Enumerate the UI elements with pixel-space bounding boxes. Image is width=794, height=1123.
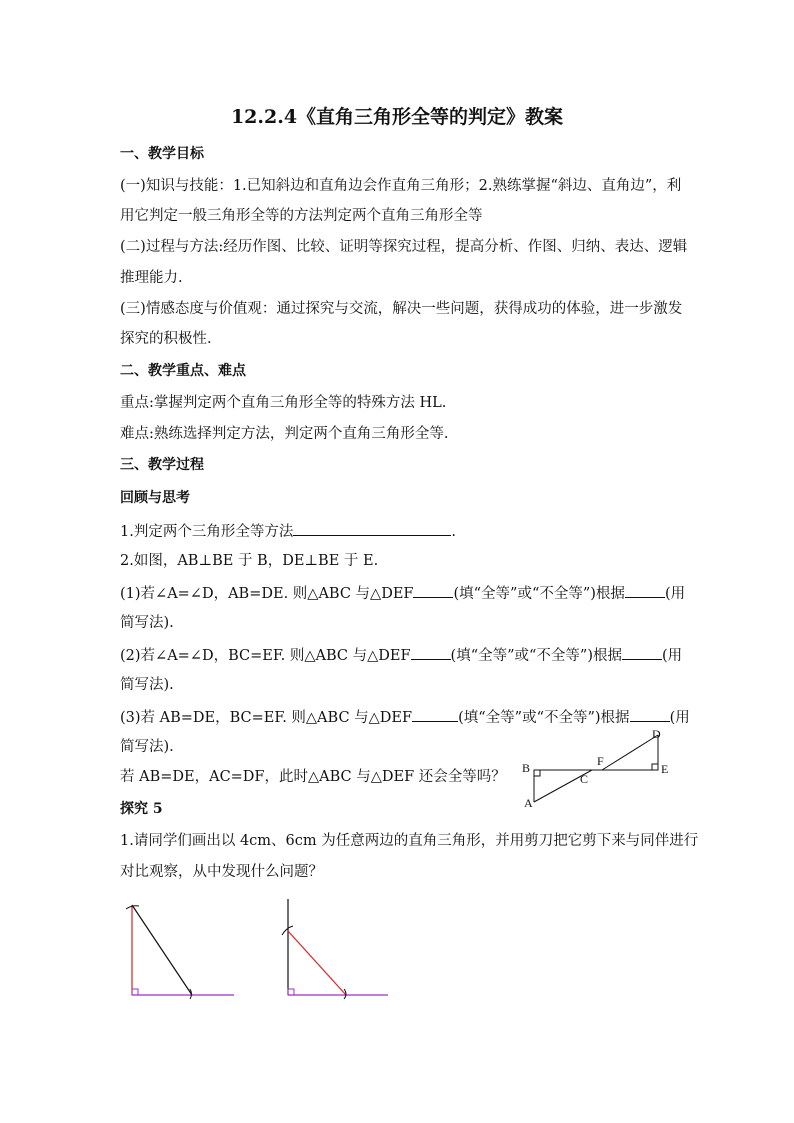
hypotenuse — [132, 905, 192, 995]
section-heading-objectives: 一、教学目标 — [120, 146, 204, 162]
subsection-heading-explore: 探究 5 — [120, 801, 163, 817]
answer-blank[interactable] — [411, 644, 451, 660]
paragraph-line: 简写法). — [120, 615, 174, 631]
question-2-part-3: (3)若 AB=DE，BC=EF. 则△ABC 与△DEF (填“全等”或“不全等”)根据 (用 — [120, 706, 680, 728]
label-f: F — [597, 754, 604, 768]
question-2-part-4: 若 AB=DE，AC=DF，此时△ABC 与△DEF 还会全等吗？ — [120, 769, 506, 785]
label-e: E — [661, 762, 669, 776]
right-angle-mark-b — [534, 770, 540, 776]
paragraph-line: 推理能力. — [120, 270, 183, 286]
question-text: 1.判定两个三角形全等方法 — [120, 524, 294, 540]
paragraph-line: (三)情感态度与价值观：通过探究与交流，解决一些问题，获得成功的体验，进一步激发 — [120, 301, 683, 317]
answer-blank[interactable] — [412, 706, 458, 722]
segment-df — [602, 735, 658, 770]
right-angle-mark — [288, 989, 294, 995]
construction-figure-2 — [276, 895, 396, 1005]
paragraph-line: 简写法). — [120, 739, 174, 755]
answer-blank[interactable] — [622, 644, 662, 660]
paragraph-line: 对比观察，从中发现什么问题？ — [120, 864, 323, 880]
question-2-part-2: (2)若∠A=∠D，BC=EF. 则△ABC 与△DEF (填“全等”或“不全等”)根据 (用 — [120, 644, 680, 666]
right-angle-mark — [132, 989, 138, 995]
paragraph-line: 1.请同学们画出以 4cm、6cm 为任意两边的直角三角形，并用剪刀把它剪下来与同伴进行 — [120, 833, 699, 849]
answer-blank[interactable] — [630, 706, 670, 722]
subsection-heading-review: 回顾与思考 — [120, 490, 190, 506]
paragraph-line: (二)过程与方法:经历作图、比较、证明等探究过程，提高分析、作图、归纳、表达、逻辑 — [120, 239, 688, 255]
paragraph-line: 探究的积极性. — [120, 331, 212, 347]
question-2: 2.如图，AB⊥BE 于 B，DE⊥BE 于 E. — [120, 553, 379, 569]
answer-blank[interactable] — [625, 582, 665, 598]
answer-blank[interactable] — [293, 520, 451, 536]
question-1 — [120, 520, 680, 542]
hypotenuse — [288, 931, 346, 995]
label-c: C — [580, 772, 589, 786]
paragraph-line: 简写法). — [120, 677, 174, 693]
construction-figure-1 — [120, 895, 240, 1005]
question-text: . — [451, 524, 456, 540]
question-2-part-1: (1)若∠A=∠D，AB=DE. 则△ABC 与△DEF (填“全等”或“不全等”)根据 (用 — [120, 582, 680, 604]
paragraph-line: 难点:熟练选择判定方法，判定两个直角三角形全等. — [120, 426, 449, 442]
label-b: B — [522, 761, 531, 775]
right-angle-mark-e — [652, 764, 658, 770]
paragraph-line: 重点:掌握判定两个直角三角形全等的特殊方法 HL. — [120, 395, 447, 411]
paragraph-line: 用它判定一般三角形全等的方法判定两个直角三角形全等 — [120, 208, 483, 224]
label-a: A — [524, 796, 533, 810]
paragraph-line: (一)知识与技能：1.已知斜边和直角边会作直角三角形；2.熟练掌握“斜边、直角边”，利 — [120, 178, 682, 194]
section-heading-process: 三、教学过程 — [120, 457, 204, 473]
triangle-figure — [520, 726, 670, 810]
answer-blank[interactable] — [413, 582, 453, 598]
label-d: D — [652, 727, 661, 741]
section-heading-key-points: 二、教学重点、难点 — [120, 363, 246, 379]
page-title: 12.2.4《直角三角形全等的判定》教案 — [230, 106, 564, 128]
